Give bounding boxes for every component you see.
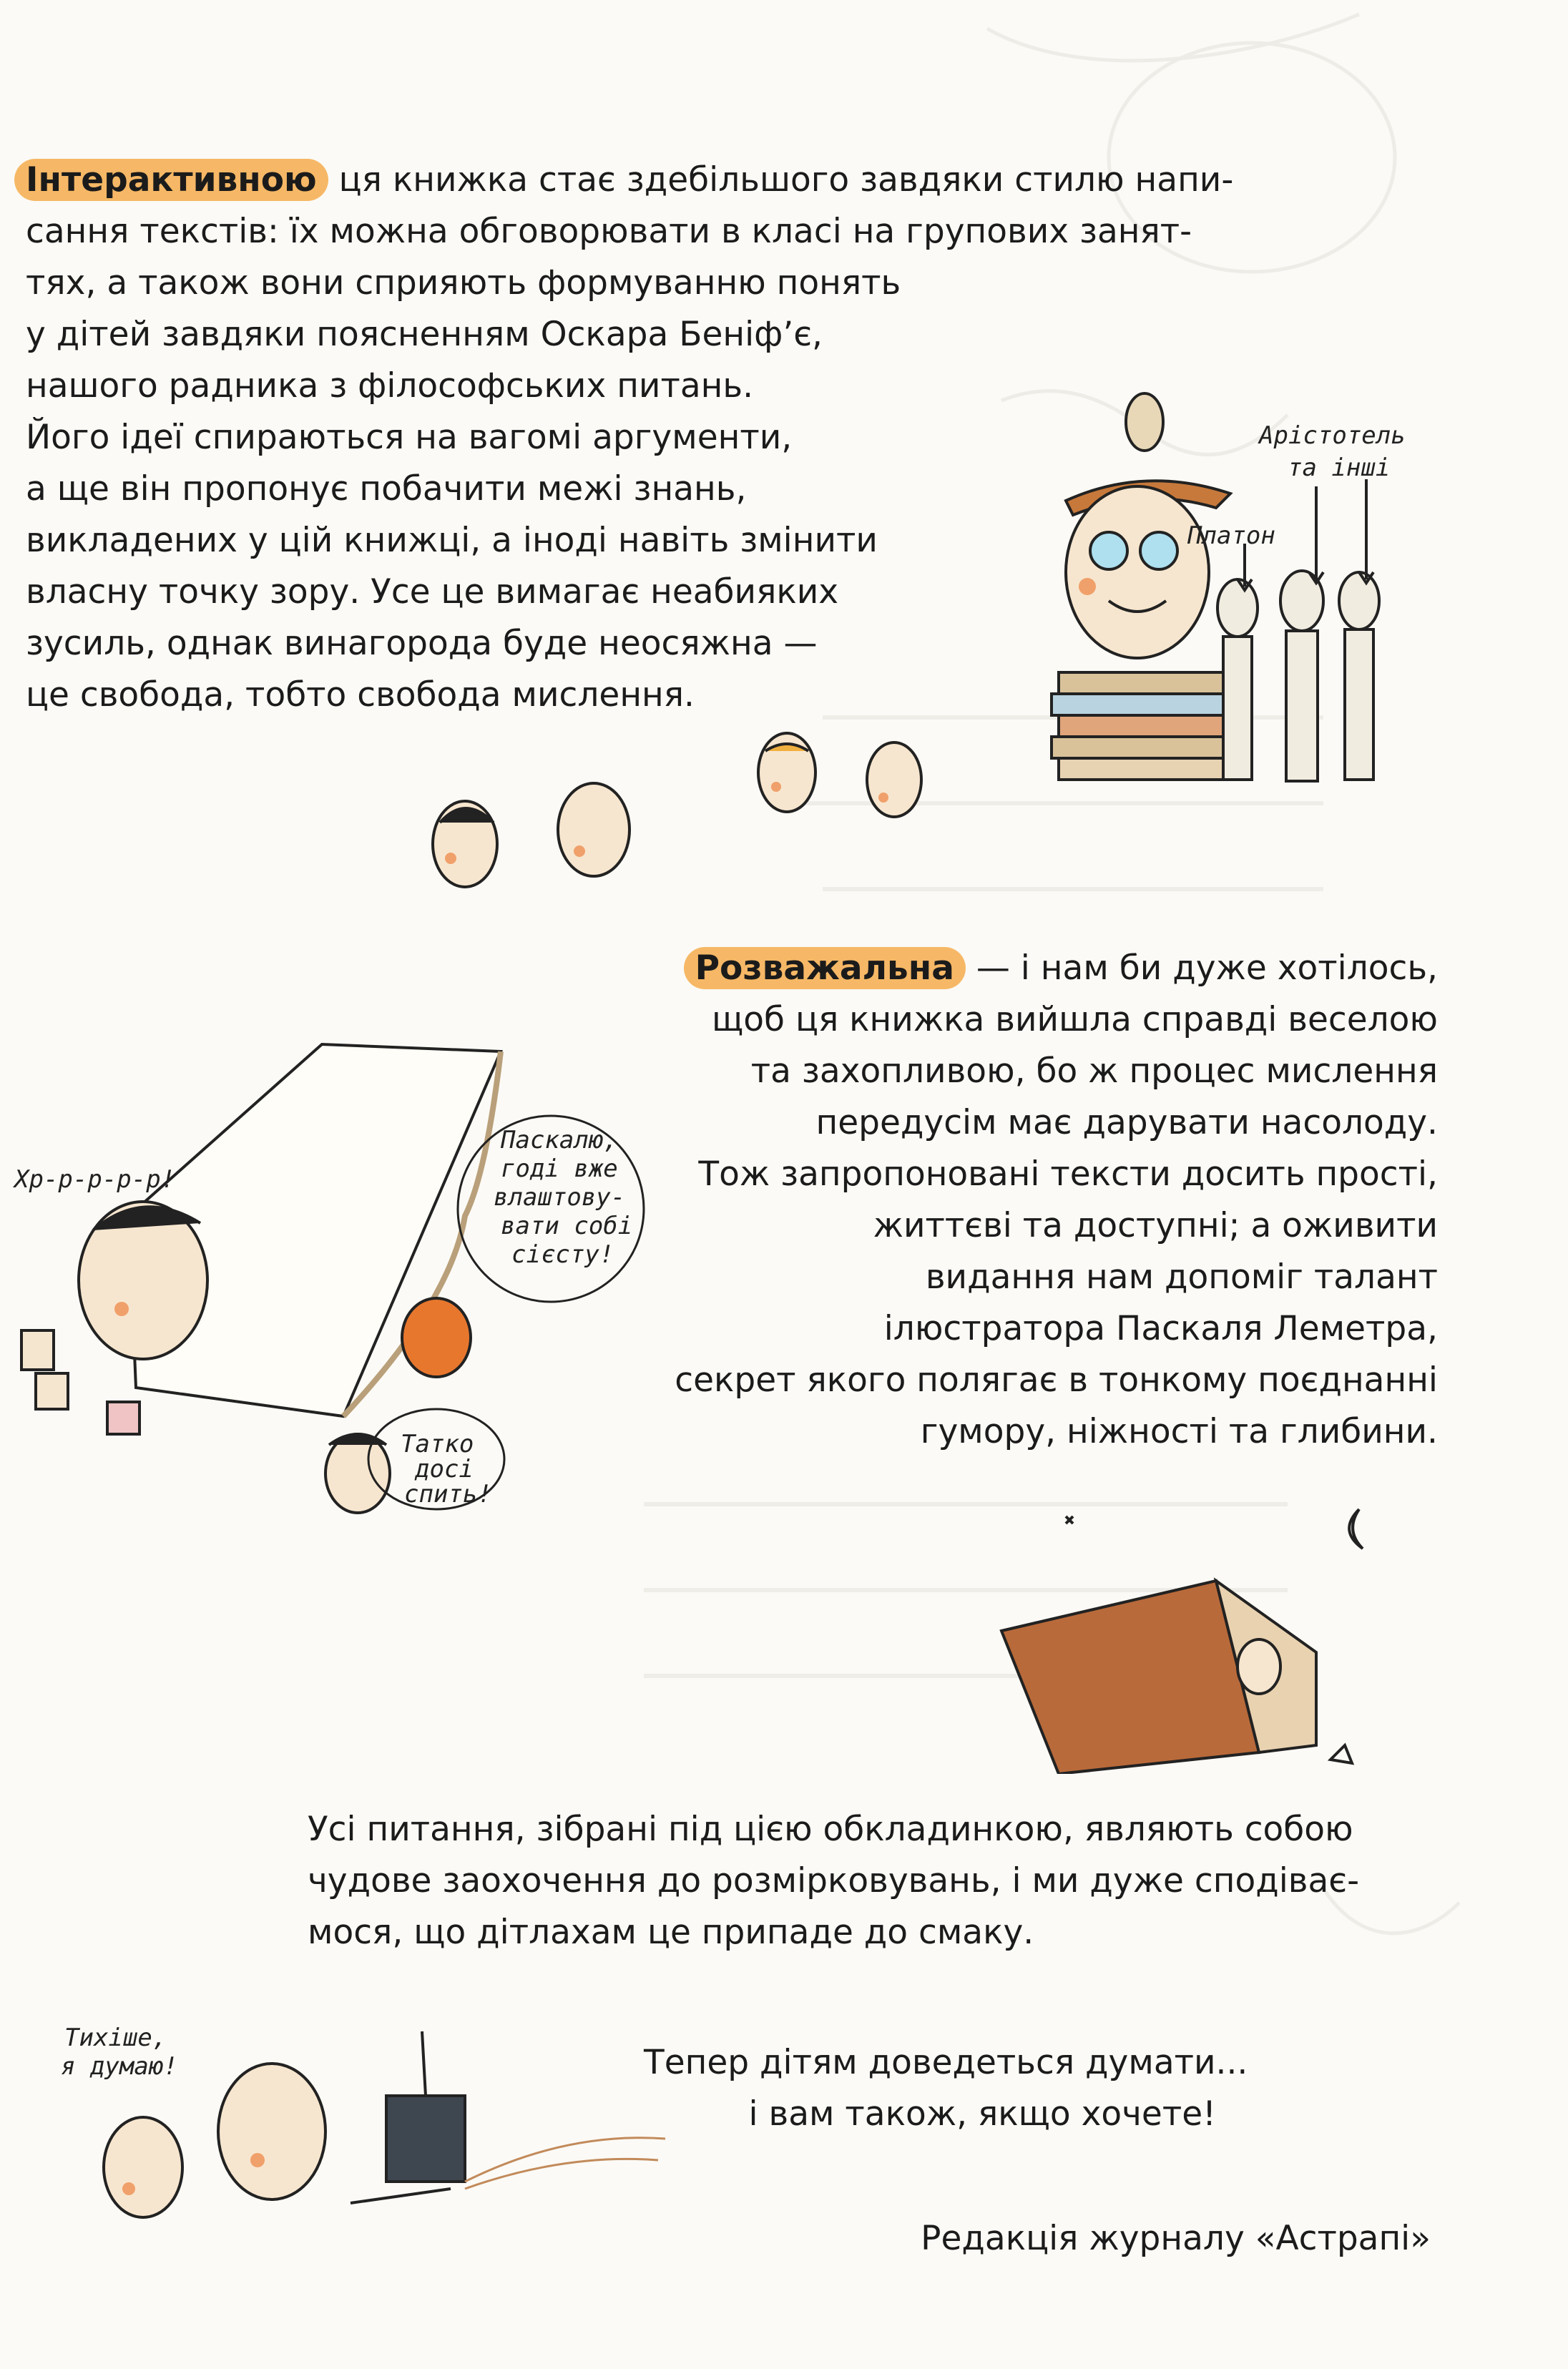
intro-line: а ще він пропонує побачити межі знань, <box>26 469 747 509</box>
intro-first-line-rest: ця книжка стає здебільшого завдяки стилю напи- <box>328 160 1234 200</box>
fun-paragraph <box>587 943 1438 1458</box>
night-book-illustration <box>916 1488 1431 1774</box>
questions-line: Усі питання, зібрані під цією обкладинкою, являють собою <box>308 1810 1353 1849</box>
intro-line: нашого радника з філософських питань. <box>26 366 754 406</box>
pascal-line: сієсту! <box>511 1240 614 1269</box>
aristotle-label-others: та інші <box>1288 453 1391 482</box>
questions-paragraph <box>308 1804 1466 1958</box>
intro-line: викладених у цій книжці, а іноді навіть змінити <box>26 521 878 560</box>
intro-highlight: Інтерактивною <box>14 159 328 201</box>
fun-line: Тож запропоновані тексти досить прості, <box>698 1154 1438 1194</box>
pascal-line: вати собі <box>501 1212 633 1240</box>
fun-line: ілюстратора Паскаля Леметра, <box>883 1309 1438 1348</box>
aristotle-label: Арістотель <box>1259 421 1406 450</box>
closing-paragraph <box>644 2037 1248 2140</box>
intro-line: тях, а також вони сприяють формуванню понять <box>26 263 901 303</box>
signature-text: Редакція журналу «Астрапі» <box>921 2219 1431 2258</box>
fun-line: видання нам допоміг талант <box>925 1257 1438 1297</box>
fun-line: життєві та доступні; а оживити <box>873 1206 1438 1245</box>
dad-line: досі <box>415 1455 474 1483</box>
fun-line: секрет якого полягає в тонкому поєднанні <box>675 1360 1438 1400</box>
quiet-line: Тихіше, <box>64 2024 167 2052</box>
pascal-line: влаштову- <box>494 1183 626 1212</box>
egg-characters-group <box>408 730 923 916</box>
dad-line: спить! <box>404 1480 492 1509</box>
snore-text: Хр-р-р-р-р! <box>14 1165 176 1194</box>
fun-first-line-rest: — і нам би дуже хотілось, <box>965 948 1438 988</box>
closing-line: Тепер дітям доведеться думати... <box>644 2043 1248 2082</box>
fun-line: гумору, ніжності та глибини. <box>920 1412 1438 1451</box>
sleeping-book-illustration <box>7 1030 651 1531</box>
intro-line: сання текстів: їх можна обговорювати в класі на групових занят- <box>26 212 1192 251</box>
questions-line: чудове заохочення до розмірковувань, і ми дуже сподіває- <box>308 1861 1360 1900</box>
fun-line: щоб ця книжка вийшла справді веселою <box>712 1000 1438 1039</box>
dad-line: Татко <box>401 1430 474 1458</box>
intro-line: у дітей завдяки поясненням Оскара Беніф’є, <box>26 315 823 354</box>
fun-line: передусім має дарувати насолоду. <box>815 1103 1438 1142</box>
pascal-line: Паскалю, <box>501 1126 618 1154</box>
philosopher-illustration <box>1001 372 1459 830</box>
intro-line: Його ідеї спираються на вагомі аргументи, <box>26 418 793 457</box>
intro-line: це свобода, тобто свобода мислення. <box>26 675 695 715</box>
fun-highlight: Розважальна <box>684 947 966 989</box>
quiet-line: я думаю! <box>61 2052 178 2081</box>
fun-line: та захопливою, бо ж процес мислення <box>750 1051 1438 1091</box>
pascal-line: годі вже <box>501 1154 618 1183</box>
intro-first-line <box>26 154 1285 206</box>
signature <box>787 2213 1431 2265</box>
fun-first-line <box>587 943 1438 994</box>
intro-line: зусиль, однак винагорода буде неосяжна — <box>26 624 818 663</box>
plato-label: Платон <box>1187 521 1275 550</box>
intro-line: власну точку зору. Усе це вимагає неабияких <box>26 572 839 612</box>
questions-line: мося, що дітлахам це припаде до смаку. <box>308 1913 1034 1952</box>
closing-line: і вам також, якщо хочете! <box>748 2094 1216 2134</box>
